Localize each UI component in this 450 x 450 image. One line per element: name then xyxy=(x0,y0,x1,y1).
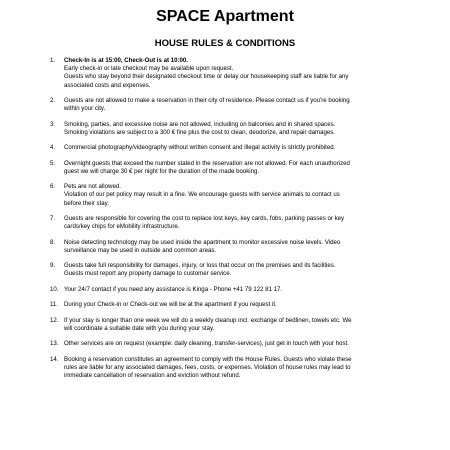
rule-line: rules are liable for any associated damages, fees, costs, or expenses. Violation of house rules may lead to xyxy=(64,363,351,371)
rule-line: within your city. xyxy=(64,105,106,113)
rule-item xyxy=(50,301,390,309)
rule-item xyxy=(50,286,390,294)
rule-line: Smoking, parties, and excessive noise are not allowed, including on balconies and in shared spaces. xyxy=(64,120,336,128)
rule-number: 8. xyxy=(50,238,56,246)
rule-number: 14. xyxy=(50,355,59,363)
rule-item xyxy=(50,215,390,231)
rule-item xyxy=(50,121,390,137)
rule-line: Pets are not allowed. xyxy=(64,183,121,191)
rule-item xyxy=(50,356,390,381)
rule-number: 10. xyxy=(50,285,59,293)
rule-line: Booking a reservation constitutes an agreement to comply with the House Rules. Guests who violate these xyxy=(64,355,352,363)
rule-number: 6. xyxy=(50,183,56,191)
rule-line: Guests are not allowed to make a reservation in their city of residence. Please contact us if you're booking xyxy=(64,97,350,104)
rule-line: immediate cancellation of reservation and eviction without refund. xyxy=(64,371,241,379)
rule-number: 13. xyxy=(50,340,59,348)
rule-line: Guests are responsible for covering the cost to replace lost keys, key cards, fobs, parking passes or key xyxy=(64,214,345,222)
rule-number: 7. xyxy=(50,214,56,222)
rule-line: surveillance may be used in outside and common areas. xyxy=(64,246,217,254)
rule-line: before their stay. xyxy=(64,199,109,207)
rule-line: Guests who stay beyond their designated checkout time or delay our housekeeping staff are liable for any xyxy=(64,73,349,81)
rule-line: Commercial photography/videography without written consent and illegal activity is strictly prohibited. xyxy=(64,144,336,152)
rule-line: cards/key chips for eMobility infrastructure. xyxy=(64,223,180,231)
rule-item xyxy=(50,183,390,208)
rule-item xyxy=(50,57,390,90)
rule-line: During your Check-in or Check-out we will be at the apartment if you request it. xyxy=(64,301,277,309)
rule-line: Your 24/7 contact if you need any assistance is Kinga - Phone +41 79 122 81 17. xyxy=(64,285,283,293)
rule-item xyxy=(50,144,390,152)
rule-item xyxy=(50,160,390,176)
rule-number: 11. xyxy=(50,301,59,309)
rules-list xyxy=(50,57,390,387)
rule-number: 1. xyxy=(50,57,56,64)
rule-line: Other services are on request (example: daily cleaning, transfer-services), just get in touch with your host. xyxy=(64,340,349,348)
rule-number: 4. xyxy=(50,144,56,152)
rule-item xyxy=(50,239,390,255)
rule-line: will coordinate a suitable date with you during your stay. xyxy=(64,324,215,332)
rule-line: Guests take full responsibility for damages, injury, or loss that occur on the premises and its facilities. xyxy=(64,262,336,270)
rule-line: associated costs and expenses. xyxy=(64,81,151,89)
rule-line: If your stay is longer than one week we will do a weekly cleanup incl. exchange of bedlinen, towels etc. We xyxy=(64,316,352,324)
rule-line: Guests must report any property damage to customer service. xyxy=(64,270,232,278)
rule-item xyxy=(50,262,390,278)
page-title: SPACE Apartment xyxy=(156,8,294,25)
rule-number: 5. xyxy=(50,159,56,167)
rule-number: 12. xyxy=(50,316,59,324)
rule-number: 2. xyxy=(50,97,56,104)
rule-item xyxy=(50,317,390,333)
rule-line: Early check-in or late checkout may be available upon request. xyxy=(64,65,234,73)
rule-item xyxy=(50,97,390,113)
rule-line: guest we will charge 30 € per night for the duration of the made booking. xyxy=(64,167,260,175)
rule-number: 9. xyxy=(50,262,56,270)
rule-line: Overnight guests that exceed the number stated in the reservation are not allowed. For each unauthorized xyxy=(64,159,350,167)
rule-item xyxy=(50,340,390,348)
rule-number: 3. xyxy=(50,120,56,128)
rule-line: Smoking violations are subject to a 300 € fine plus the cost to clean, deodorize, and repair damages. xyxy=(64,128,335,136)
rule-line: Check-In is at 15:00, Check-Out is at 10:00. xyxy=(64,57,188,64)
page-subtitle: HOUSE RULES & CONDITIONS xyxy=(154,38,296,49)
rule-line: Noise detecting technology may be used inside the apartment to monitor excessive noise levels. Video xyxy=(64,238,341,246)
rule-line: Violation of our pet policy may result in a fine. We encourage guests with service animals to contact us xyxy=(64,191,340,199)
